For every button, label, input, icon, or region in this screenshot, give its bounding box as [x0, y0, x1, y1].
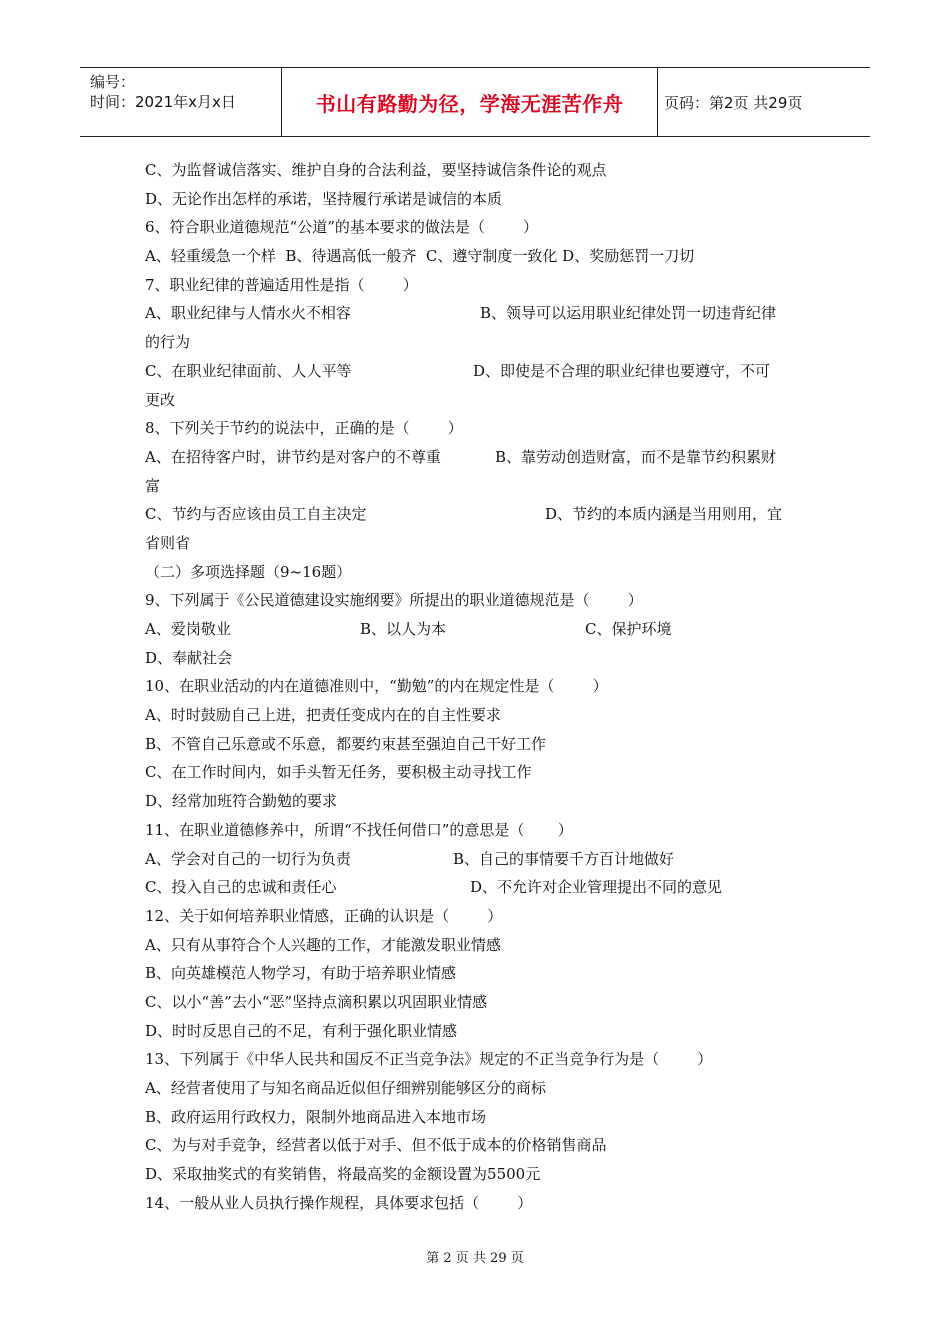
text-line [145, 615, 815, 644]
header-motto-cell [282, 68, 658, 136]
text-line: （二）多项选择题（9~16题） [145, 562, 352, 581]
text-line: B、向英雄模范人物学习，有助于培养职业情感 [145, 964, 457, 983]
text-line: D、采取抽奖式的有奖销售，将最高奖的金额设置为5500元 [145, 1165, 541, 1184]
text-line: 13、下列属于《中华人民共和国反不正当竞争法》规定的不正当竞争行为是（ ） [145, 1050, 713, 1069]
text-line: 省则省 [145, 533, 191, 552]
option-c: C、保护环境 [585, 620, 672, 638]
text-line: C、为与对手竞争，经营者以低于对手、但不低于成本的价格销售商品 [145, 1136, 607, 1155]
text-line: 10、在职业活动的内在道德准则中，“勤勉”的内在规定性是（ ） [145, 677, 608, 696]
option-b: D、即使是不合理的职业纪律也要遵守，不可 [473, 361, 771, 380]
code-label: 编号： [90, 73, 136, 91]
page-header [80, 67, 870, 137]
option-b: D、不允许对企业管理提出不同的意见 [470, 878, 723, 897]
text-line [145, 443, 815, 472]
text-line: 富 [145, 476, 161, 495]
motto: 书山有路勤为径，学海无涯苦作舟 [315, 91, 624, 116]
text-line: A、经营者使用了与知名商品近似但仔细辨别能够区分的商标 [145, 1079, 546, 1097]
text-line: 9、下列属于《公民道德建设实施纲要》所提出的职业道德规范是（ ） [145, 591, 643, 610]
text-line: 6、符合职业道德规范“公道”的基本要求的做法是（ ） [145, 218, 539, 237]
text-line: C、以小“善”去小“恶”坚持点滴积累以巩固职业情感 [145, 992, 488, 1011]
text-line: 12、关于如何培养职业情感，正确的认识是（ ） [145, 906, 503, 925]
text-line [145, 873, 815, 902]
text-line: D、无论作出怎样的承诺，坚持履行承诺是诚信的本质 [145, 189, 503, 208]
page-footer: 第 2 页 共 29 页 [426, 1251, 524, 1266]
text-line [145, 357, 815, 386]
text-line [145, 845, 815, 874]
text-line: B、不管自己乐意或不乐意，都要约束甚至强迫自己干好工作 [145, 734, 547, 753]
option-a: C、投入自己的忠诚和责任心 [145, 878, 337, 897]
option-a: C、在职业纪律面前、人人平等 [145, 361, 352, 380]
text-line: A、只有从事符合个人兴趣的工作，才能激发职业情感 [145, 935, 501, 954]
text-line: 11、在职业道德修养中，所谓“不找任何借口”的意思是（ ） [145, 820, 573, 839]
option-a: C、节约与否应该由员工自主决定 [145, 505, 367, 524]
text-line: B、政府运用行政权力，限制外地商品进入本地市场 [145, 1107, 487, 1126]
option-a: A、在招待客户时，讲节约是对客户的不尊重 [145, 447, 441, 466]
option-a: A、职业纪律与人情水火不相容 [145, 304, 351, 323]
text-line [145, 500, 815, 529]
text-line: A、时时鼓励自己上进，把责任变成内在的自主性要求 [145, 706, 501, 725]
text-line: D、奉献社会 [145, 648, 233, 667]
text-line: A、轻重缓急一个样 B、待遇高低一般齐 C、遵守制度一致化 D、奖励惩罚一刀切 [145, 247, 695, 266]
document-body [145, 156, 815, 1217]
text-line: 的行为 [145, 333, 191, 352]
text-line: D、经常加班符合勤勉的要求 [145, 792, 338, 811]
text-line: 更改 [145, 390, 176, 409]
option-b: D、节约的本质内涵是当用则用，宜 [545, 505, 783, 524]
time-label: 时间：2021年x月x日 [90, 93, 236, 111]
text-line [145, 299, 815, 328]
text-line: 8、下列关于节约的说法中，正确的是（ ） [145, 419, 463, 438]
header-meta [80, 68, 282, 136]
text-line: 7、职业纪律的普遍适用性是指（ ） [145, 275, 418, 294]
header-page-info-cell [658, 68, 870, 136]
option-b: B、以人为本 [360, 620, 447, 638]
option-b: B、自己的事情要千方百计地做好 [453, 849, 675, 868]
option-a: A、爱岗敬业 [145, 620, 231, 638]
option-b: B、靠劳动创造财富，而不是靠节约积累财 [495, 447, 777, 466]
text-line: C、在工作时间内，如手头暂无任务，要积极主动寻找工作 [145, 763, 532, 782]
text-line: D、时时反思自己的不足，有利于强化职业情感 [145, 1021, 458, 1040]
text-line: 14、一般从业人员执行操作规程，具体要求包括（ ） [145, 1193, 533, 1212]
page-info: 页码：第2页 共29页 [664, 93, 803, 112]
option-b: B、领导可以运用职业纪律处罚一切违背纪律 [480, 304, 777, 323]
text-line: C、为监督诚信落实、维护自身的合法利益，要坚持诚信条件论的观点 [145, 161, 607, 179]
option-a: A、学会对自己的一切行为负责 [145, 849, 351, 868]
